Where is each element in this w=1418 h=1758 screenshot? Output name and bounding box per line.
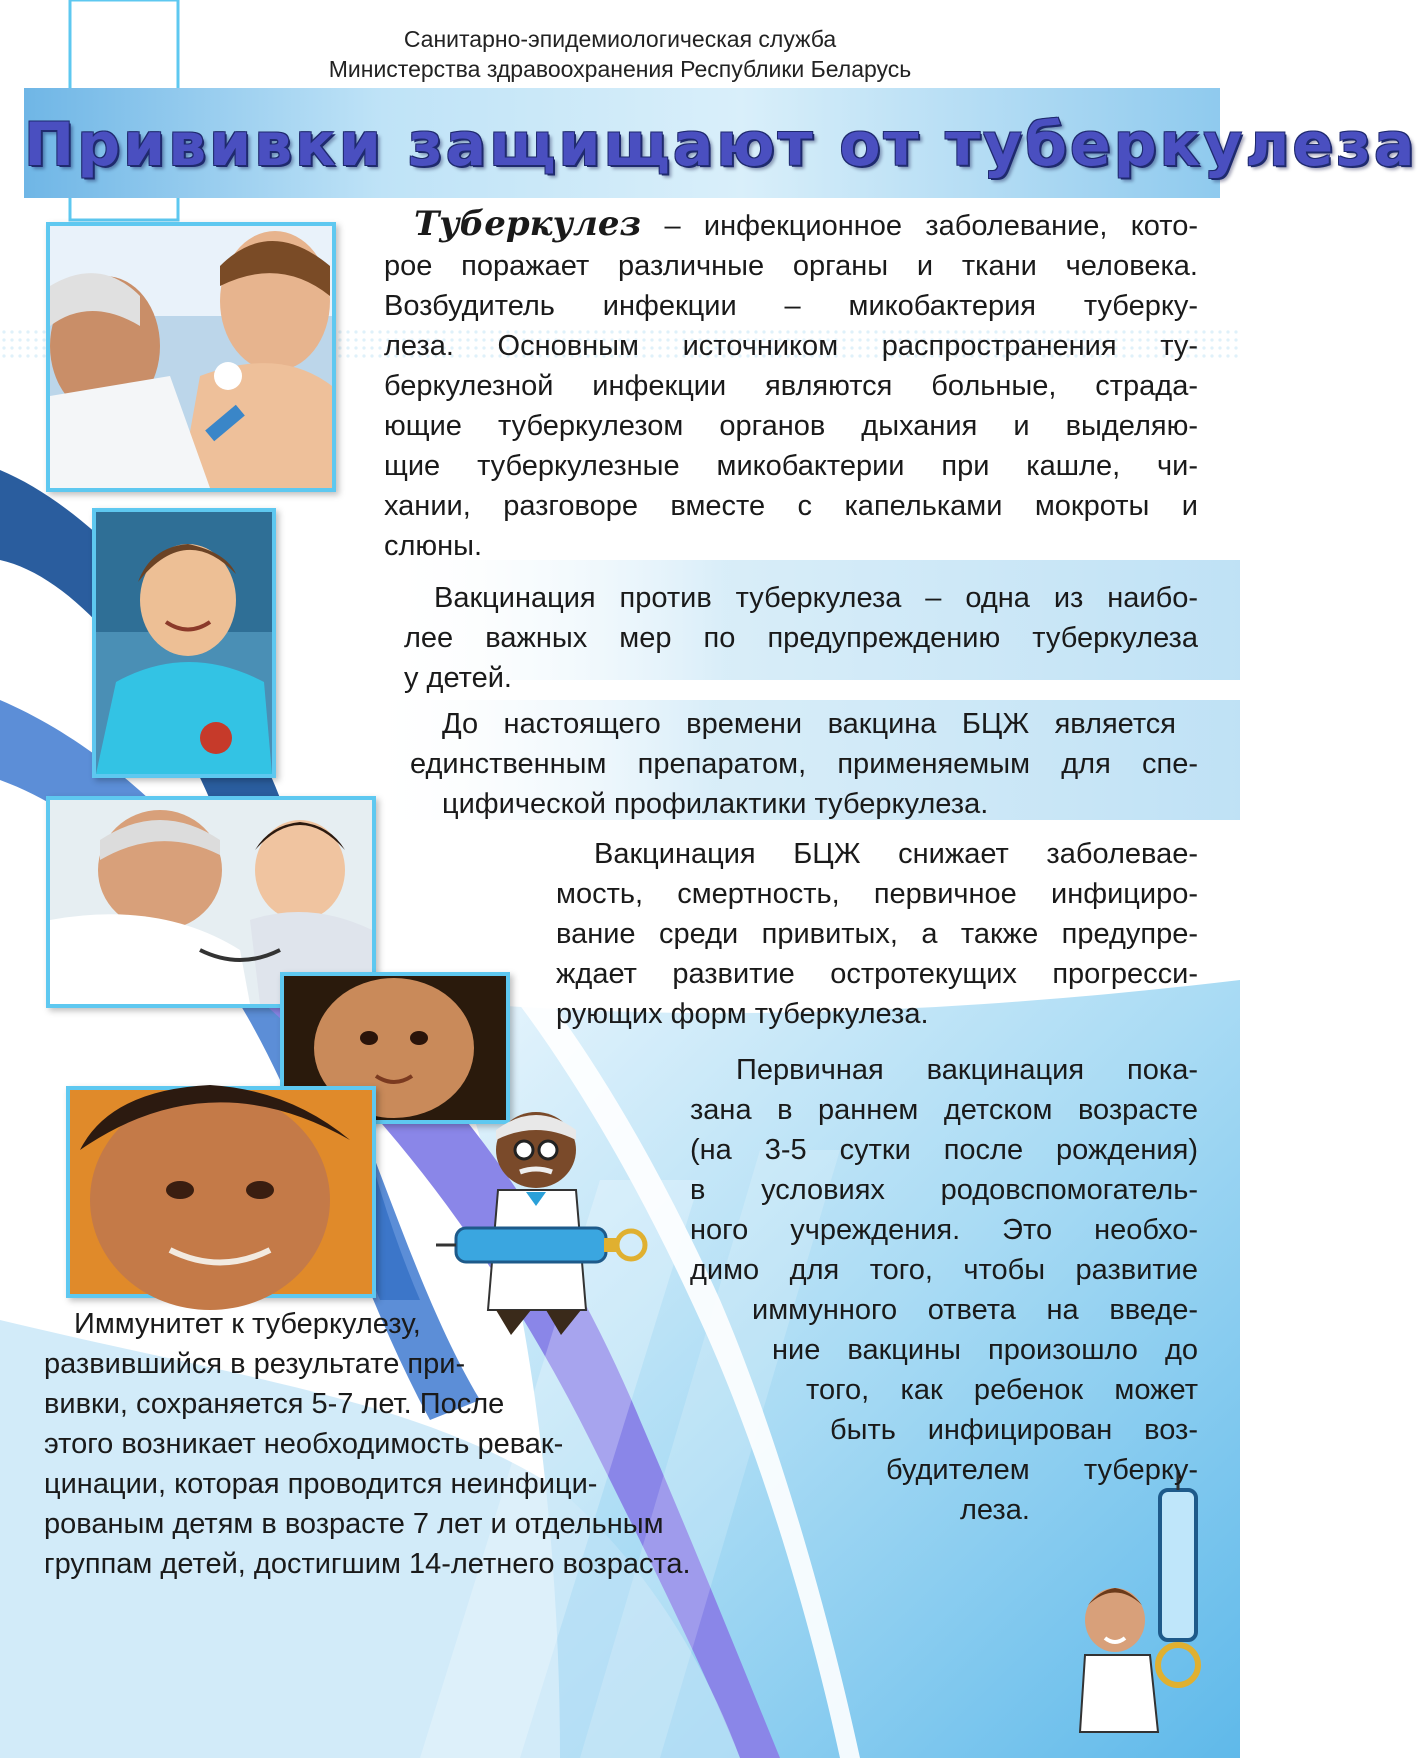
header-line-1: Санитарно-эпидемиологическая служба bbox=[403, 26, 837, 52]
text-line: быть инфицирован воз- bbox=[830, 1414, 1198, 1446]
text-line: ждает развитие остротекущих прогресси- bbox=[556, 958, 1198, 990]
text-line: мость, смертность, первичное инфициро- bbox=[556, 878, 1198, 910]
text-line: вивки, сохраняется 5-7 лет. После bbox=[44, 1388, 505, 1420]
doctor-vaccinating-boy-photo bbox=[46, 222, 336, 492]
text-line: в условиях родовспомогатель- bbox=[690, 1174, 1198, 1206]
text-line: вание среди привитых, а также предупре- bbox=[556, 918, 1198, 950]
text-line: хании, разговоре вместе с капельками мокроты и bbox=[384, 490, 1198, 522]
text-line: беркулезной инфекции являются больные, страда- bbox=[384, 370, 1198, 402]
paragraph-bcg-only-preparation bbox=[410, 704, 1198, 824]
text-line: развившийся в результате при- bbox=[44, 1348, 466, 1380]
text-line: ние вакцины произошло до bbox=[772, 1334, 1198, 1366]
paragraph-immunity-revaccination bbox=[44, 1304, 804, 1584]
text-line: рое поражает различные органы и ткани человека. bbox=[384, 250, 1198, 282]
text-line: ющие туберкулезом органов дыхания и выделяю- bbox=[384, 410, 1198, 442]
text-line: зана в раннем детском возрасте bbox=[690, 1094, 1198, 1126]
text-line: леза. bbox=[960, 1494, 1030, 1526]
text-line: Иммунитет к туберкулезу, bbox=[74, 1308, 421, 1340]
text-line: Первичная вакцинация пока- bbox=[736, 1054, 1198, 1086]
text-line: димо для того, чтобы развитие bbox=[690, 1254, 1198, 1286]
text-line: рующих форм туберкулеза. bbox=[556, 998, 929, 1030]
text-line: лее важных мер по предупреждению туберкулеза bbox=[404, 622, 1198, 654]
text-line: этого возникает необходимость ревак- bbox=[44, 1428, 564, 1460]
text-line: слюны. bbox=[384, 530, 483, 562]
paragraph-vaccination-importance bbox=[404, 578, 1198, 698]
lead-word: Туберкулез bbox=[414, 204, 642, 244]
text-line: единственным препаратом, применяемым для спе- bbox=[410, 748, 1198, 780]
text-line: цинации, которая проводится неинфици- bbox=[44, 1468, 598, 1500]
text-line: у детей. bbox=[404, 662, 512, 694]
text-line: Вакцинация против туберкулеза – одна из наибо- bbox=[434, 582, 1198, 614]
header-line-2: Министерства здравоохранения Республики Беларусь bbox=[328, 56, 912, 82]
poster-title: Прививки защищают от туберкулеза bbox=[24, 110, 1418, 180]
paragraph-tuberculosis-definition bbox=[384, 204, 1198, 566]
text-line: (на 3-5 сутки после рождения) bbox=[690, 1134, 1198, 1166]
text-line: группам детей, достигшим 14-летнего возраста. bbox=[44, 1548, 691, 1580]
text-line: леза. Основным источником распространения ту- bbox=[384, 330, 1198, 362]
text-line: будителем туберку- bbox=[886, 1454, 1198, 1486]
text-line: щие туберкулезные микобактерии при кашле, чи- bbox=[384, 450, 1198, 482]
smiling-boy-blue-shirt-photo bbox=[92, 508, 276, 778]
text-line: Возбудитель инфекции – микобактерия туберку- bbox=[384, 290, 1198, 322]
text-line: цифической профилактики туберкулеза. bbox=[442, 788, 989, 820]
text-line: иммунного ответа на введе- bbox=[752, 1294, 1198, 1326]
text-line: До настоящего времени вакцина БЦЖ является bbox=[442, 708, 1176, 740]
text-line: Вакцинация БЦЖ снижает заболевае- bbox=[594, 838, 1198, 870]
paragraph-bcg-effects bbox=[556, 834, 1198, 1034]
text-line: того, как ребенок может bbox=[806, 1374, 1198, 1406]
text-line: ного учреждения. Это необхо- bbox=[690, 1214, 1198, 1246]
text-line: рованым детям в возрасте 7 лет и отдельным bbox=[44, 1508, 664, 1540]
smiling-boy-closeup-photo bbox=[66, 1086, 376, 1298]
text-line: Туберкулез – инфекционное заболевание, кото- bbox=[414, 204, 1198, 244]
organization-header bbox=[200, 24, 1040, 84]
